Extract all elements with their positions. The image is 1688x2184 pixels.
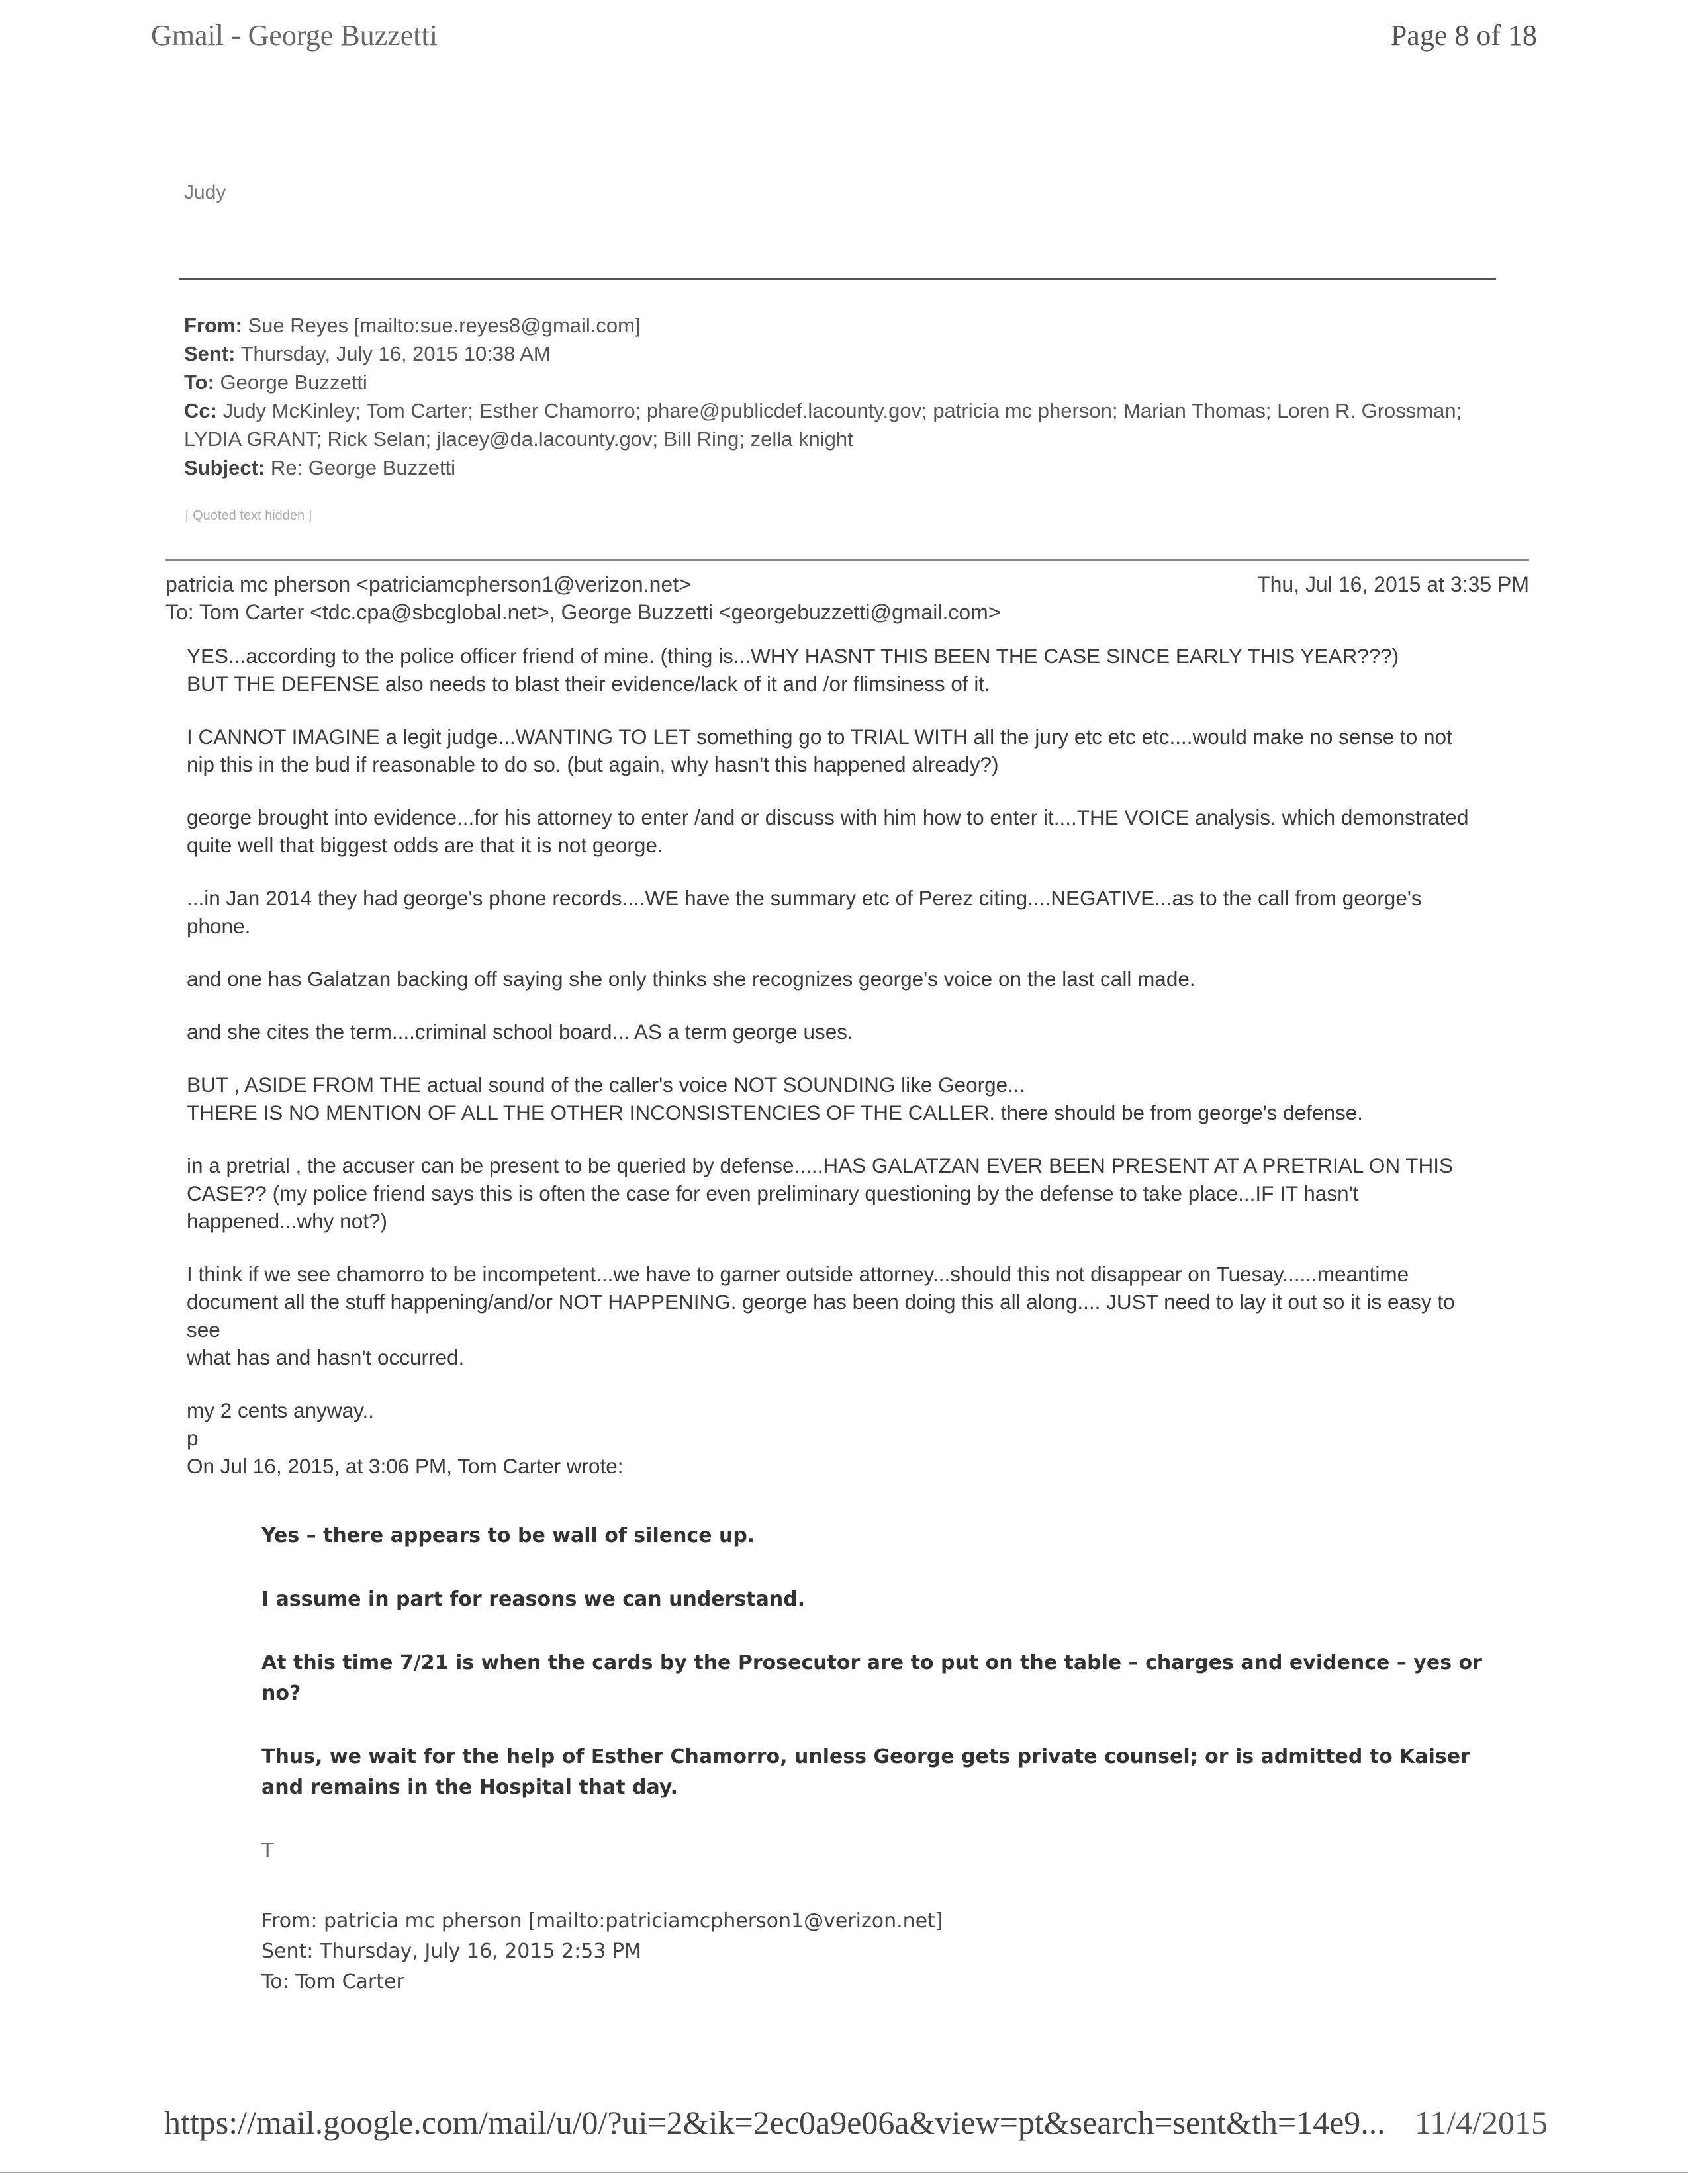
quoted-text-toggle[interactable]: [ Quoted text hidden ] xyxy=(185,508,312,523)
body-line: my 2 cents anyway.. xyxy=(187,1398,375,1422)
cc-value: Judy McKinley; Tom Carter; Esther Chamorro; phare@publicdef.lacounty.gov; patricia mc pherson; Marian Thomas; Loren R. Grossman; LYDIA GRANT; Rick Selan; jlacey@da.lacounty.gov; Bill Ring; zella knight xyxy=(184,399,1462,451)
from-label: From: xyxy=(184,314,242,337)
quote-meta xyxy=(261,1906,1493,1997)
footer-url: https://mail.google.com/mail/u/0/?ui=2&ik=2ec0a9e06a&view=pt&search=sent&th=14e9... xyxy=(164,2104,1385,2141)
body-paragraph: ...in Jan 2014 they had george's phone records....WE have the summary etc of Perez citing....NEGATIVE...as to the call from george's phone. xyxy=(187,886,1422,938)
from-value: Sue Reyes [mailto:sue.reyes8@gmail.com] xyxy=(248,314,641,337)
body-line: THERE IS NO MENTION OF ALL THE OTHER INCONSISTENCIES OF THE CALLER. there should be from george's defense. xyxy=(187,1101,1363,1124)
sender[interactable]: patricia mc pherson <patriciamcpherson1@verizon.net> xyxy=(165,572,691,596)
to-label: To: xyxy=(184,371,214,394)
subject-label: Subject: xyxy=(184,456,265,479)
quote-paragraph: At this time 7/21 is when the cards by the Prosecutor are to put on the table – charges and evidence – yes or no? xyxy=(261,1651,1482,1705)
signature: Judy xyxy=(184,181,226,203)
body-paragraph: I CANNOT IMAGINE a legit judge...WANTING TO LET something go to TRIAL WITH all the jury etc etc etc....would make no sense to not nip this in the bud if reasonable to do so. (but again, why hasn't this happened already?) xyxy=(187,725,1452,776)
quote-to: To: Tom Carter xyxy=(261,1970,404,1993)
forwarded-header xyxy=(184,311,1495,482)
body-line: BUT THE DEFENSE also needs to blast their evidence/lack of it and /or flimsiness of it. xyxy=(187,672,990,696)
quote-from: From: patricia mc pherson [mailto:patriciamcpherson1@verizon.net] xyxy=(261,1909,943,1933)
quote-paragraph: I assume in part for reasons we can understand. xyxy=(261,1588,806,1611)
message-date: Thu, Jul 16, 2015 at 3:35 PM xyxy=(1257,572,1529,596)
cc-label: Cc: xyxy=(184,399,217,422)
window-title: Gmail - George Buzzetti xyxy=(151,19,438,52)
sent-row xyxy=(184,340,1495,368)
quote-sent: Sent: Thursday, July 16, 2015 2:53 PM xyxy=(261,1940,641,1963)
to-row xyxy=(184,368,1495,396)
header-divider xyxy=(179,278,1496,280)
recipients-label: To: xyxy=(165,600,194,624)
body-line: On Jul 16, 2015, at 3:06 PM, Tom Carter wrote: xyxy=(187,1454,624,1478)
body-paragraph: and she cites the term....criminal school board... AS a term george uses. xyxy=(187,1020,853,1044)
body-line: BUT , ASIDE FROM THE actual sound of the caller's voice NOT SOUNDING like George... xyxy=(187,1073,1025,1097)
quote-initial: T xyxy=(261,1839,274,1862)
sent-value: Thursday, July 16, 2015 10:38 AM xyxy=(240,342,551,365)
body-line: what has and hasn't occurred. xyxy=(187,1345,465,1369)
subject-value: Re: George Buzzetti xyxy=(270,456,456,479)
body-paragraph: george brought into evidence...for his attorney to enter /and or discuss with him how to enter it....THE VOICE analysis. which demonstrated quite well that biggest odds are that it is not george. xyxy=(187,805,1469,857)
body-paragraph: in a pretrial , the accuser can be present to be queried by defense.....HAS GALATZAN EVER BEEN PRESENT AT A PRETRIAL ON THIS CASE?? (my police friend says this is often the case for even preliminary questioning by the defense to take place...IF IT hasn't happened...why not?) xyxy=(187,1154,1454,1233)
body-paragraph: and one has Galatzan backing off saying she only thinks she recognizes george's voice on the last call made. xyxy=(187,967,1196,991)
quote-paragraph: Yes – there appears to be wall of silence up. xyxy=(261,1524,755,1547)
recipients: Tom Carter <tdc.cpa@sbcglobal.net>, George Buzzetti <georgebuzzetti@gmail.com> xyxy=(199,600,1001,624)
message-body xyxy=(187,642,1484,1480)
sent-label: Sent: xyxy=(184,342,236,365)
to-value: George Buzzetti xyxy=(220,371,367,394)
body-line: p xyxy=(187,1426,199,1450)
message-header xyxy=(165,570,1529,626)
body-line: YES...according to the police officer friend of mine. (thing is...WHY HASNT THIS BEEN THE CASE SINCE EARLY THIS YEAR???) xyxy=(187,644,1399,668)
page-edge-line xyxy=(0,2172,1688,2173)
from-row xyxy=(184,311,1495,340)
body-line: I think if we see chamorro to be incompetent...we have to garner outside attorney...should this not disappear on Tuesay......meantime document all the stuff happening/and/or NOT HAPPENING. george has been doing this all along.... JUST need to lay it out so it is easy to see xyxy=(187,1262,1455,1342)
quote-paragraph: Thus, we wait for the help of Esther Chamorro, unless George gets private counsel; or is admitted to Kaiser and remains in the Hospital that day. xyxy=(261,1745,1470,1799)
recipients-row xyxy=(165,598,1529,626)
cc-row xyxy=(184,396,1495,453)
footer-date: 11/4/2015 xyxy=(1415,2104,1548,2141)
subject-row xyxy=(184,453,1495,482)
message-divider xyxy=(165,559,1529,561)
page-number: Page 8 of 18 xyxy=(1390,19,1537,52)
quoted-reply xyxy=(261,1521,1493,1997)
